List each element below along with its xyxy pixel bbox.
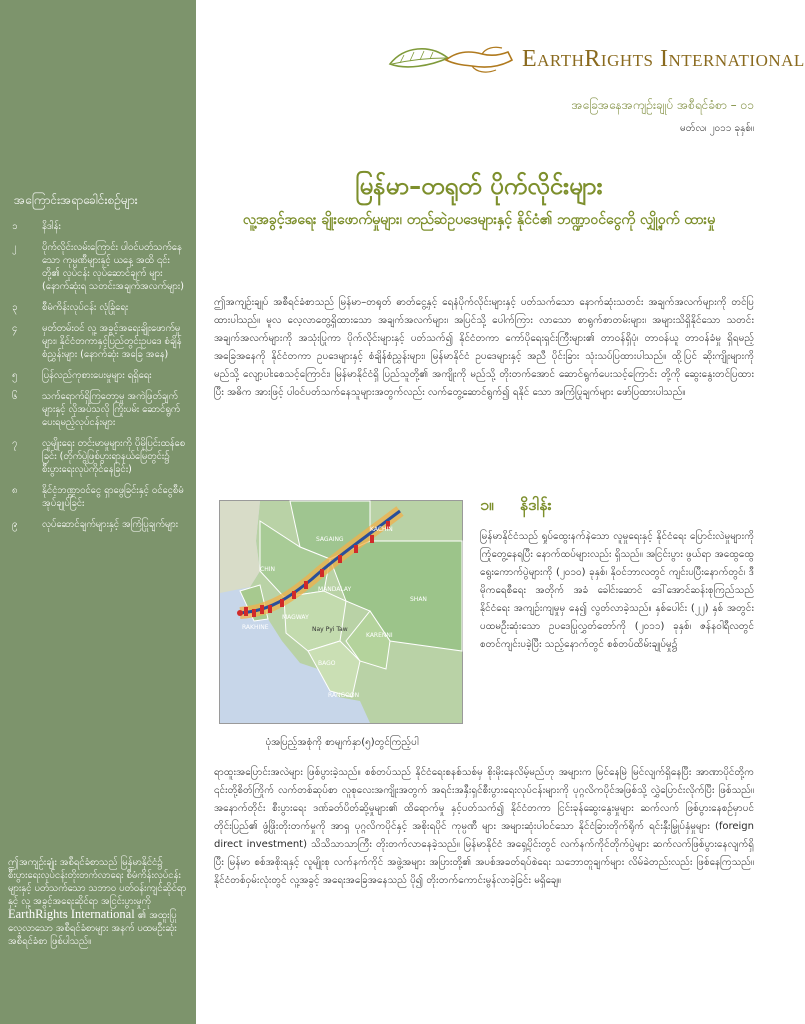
- toc-item-9[interactable]: [8, 518, 192, 531]
- report-series: အခြေအနေအကျဉ်းချုပ် အစီရင်ခံစာ – ၀၁: [571, 98, 754, 112]
- toc-item-3[interactable]: [8, 301, 192, 314]
- intro-paragraph: ဤအကျဉ်းချုပ် အစီရင်ခံစာသည် မြန်မာ–တရုတ် ဓာတ်ငွေ့နှင့် ရေနံပိုက်လိုင်းများနှင့် ပတ်သက်သော နောက်ဆုံးသတင်း အချက်အလက်များကို တင်ပြထားပါသည်။ မူလ လေ့လာတွေ့ရှိထားသော အချက်အလက်များ၊ အပြင်သို့ ပေါက်ကြား လာသော စာရွက်စာတမ်းများ၊ အများသိရှိနိုင်သော သတင်းအချက်အလက်များကို အသုံးပြုကာ ပိုက်လိုင်းများနှင့် ပတ်သက်၍ နိုင်ငံတကာ ကော်ပိုရေးရှင်းကြီးများ၏ တာဝန်ရှိပုံ၊ တာဝန်ယူ တာဝန်ခံမှု ရှိရမည့်အခြေအနေကို နိုင်ငံတကာ ဥပဒေများနှင့် စံချိန်စံညွှန်းများ၊ မြန်မာနိုင်ငံ ဥပဒေများနှင့် အညီ ပိုင်းခြား သုံးသပ်ပြထားပါသည်။ ထို့ပြင် ဆိုးကျိုးများကို မည်သို့ လျော့ပါးစေသင့်ကြောင်း၊ မြန်မာနိုင်ငံရှိ ပြည်သူတို့၏ အကျိုးကို မည်သို့ တိုးတက်အောင် ဆောင်ရွက်ပေးသင့်ကြောင်း တို့ကို ဆွေးနွေးတင်ပြထားပြီး အဓိက အားဖြင့် ပါဝင်ပတ်သက်နေသူများအတွက်လည်း လက်တွေ့ဆောင်ရွက်၍ ရနိုင် သော အကြံပြုချက်များ ဖော်ပြထားပါသည်။: [214, 297, 754, 398]
- org-logo[interactable]: [386, 38, 805, 82]
- toc-title: အကြောင်းအရာခေါင်းစဉ်များ: [14, 193, 138, 207]
- toc-item-2[interactable]: [8, 241, 192, 293]
- map-label-rakhine: RAKHINE: [242, 624, 269, 631]
- section-title: နိဒါန်း: [519, 495, 552, 514]
- sidebar-note-org: EarthRights International: [8, 907, 135, 921]
- report-date: မတ်လ၊ ၂၀၁၁ ခုနှစ်။: [680, 123, 754, 134]
- toc-item-5[interactable]: [8, 369, 192, 382]
- toc-number: ၉: [12, 519, 18, 530]
- map-label-chin: CHIN: [260, 566, 275, 573]
- map-label-magway: MAGWAY: [282, 614, 309, 621]
- toc-item-7[interactable]: [8, 437, 192, 476]
- toc-item-6[interactable]: [8, 390, 192, 429]
- toc-number: ၅: [12, 370, 18, 381]
- sidebar-note: [8, 856, 188, 948]
- map-label-rangoon: RANGOON: [328, 692, 360, 699]
- section-heading: [480, 494, 750, 518]
- toc-number: ၈: [12, 485, 18, 496]
- toc-number: ၂: [12, 242, 17, 253]
- sidebar-note-text: ဤအကျဉ်းချုံး အစီရင်ခံစာသည် မြန်မာနိုင်ငံ၌ စီးပွားရေးလုပ်ငန်းတိုးတက်လာရေး စီမံကိန်းလုပ်ငန်းများနှင့် ပတ်သက်သော သဘာဝ ပတ်ဝန်းကျင်ဆိုင်ရာနှင့် လူ့ အခွင့်အရေးဆိုင်ရာ အငြင်းပွားမှုကို: [8, 857, 187, 907]
- toc-label: နိုင်ငံ့ဘဏ္ဍာဝင်ငွေ ရှာဖွေခြင်းနှင့် ဝင်ငွေစီမံအုပ်ချုပ်ခြင်း: [42, 485, 184, 509]
- map-label-sagaing: SAGAING: [316, 536, 344, 543]
- leaf-hand-logo-icon: [386, 38, 520, 82]
- body-paragraph: ရာထူးအပြောင်းအလဲများ ဖြစ်ပွားခဲ့သည်။ စစ်တပ်သည် နိုင်ငံရေးစနစ်သစ်မှ စိုးမိုးနေလိမ့်မည်ဟု အများက မြင်နေမြဲ မြင်လျက်ရှိနေပြီး အာဏာပိုင်တို့က ၎င်းတို့စိတ်ကြိုက် လက်တစ်ဆုပ်စာ လူစုလေးအကျိုးအတွက် အရင်းအနှီးရှင်စီးပွားရေးလုပ်ငန်းများကို ပုဂ္ဂလိကပိုင်အဖြစ်သို့ လွှဲပြောင်းလိုက်ပြီး ဖြစ်သည်။ အနောက်တိုင်း စီးပွားရေး ဒဏ်ခတ်ပိတ်ဆို့မှုများ၏ ထိရောက်မှု နှင့်ပတ်သက်၍ နိုင်ငံတကာ ငြင်းခုန်ဆွေးနွေးမှုများ ဆက်လက် ဖြစ်ပွားနေစဉ်မှာပင် တိုင်းပြည်၏ ဖွံ့ဖြိုးတိုးတက်မှုကို အာရှ ပုဂ္ဂလိကပိုင်နှင့် အစိုးရပိုင် ကုမ္ပဏီ များ အများဆုံးပါဝင်သော နိုင်ငံခြားတိုက်ရိုက် ရင်းနှီးမြှုပ်နှံမှုများ (foreign direct investment) သိသိသာသာကြီး တိုးတက်လာနေခဲ့သည်။ မြန်မာနိုင်ငံ အရှေ့ပိုင်းတွင် လက်နက်ကိုင်တိုက်ပွဲများ ဆက်လက်ဖြစ်ပွားနေလျက်ရှိပြီး မြန်မာ စစ်အစိုးရနှင့် လူမျိုးစု လက်နက်ကိုင် အဖွဲ့အများ အပြားတို့၏ အပစ်အခတ်ရပ်စဲရေး သဘောတူချက်များ လိမ်ခဲတည်းလည်း ဖြစ်နေကြသည်။ နိုင်ငံတစ်ဝှမ်းလုံးတွင် လူ့အခွင့် အရေးအခြေအနေသည် ပို၍ တိုးတက်ကောင်းမွန်လာခဲ့ခြင်း မရှိချေ။: [214, 767, 754, 886]
- section-paragraph: မြန်မာနိုင်ငံသည် ရှုပ်ထွေးနက်နဲသော လူမှုရေးနှင့် နိုင်ငံရေး ပြောင်းလဲမှုများကို ကြုံတွေ့နေရပြီး နောက်ထပ်များလည်း ရှိသည်။ အငြင်းပွား ဖွယ်ရာ အထွေထွေ ရွေးကောက်ပွဲများကို (၂၀၁၀) ခုနှစ်၊ နိုဝင်ဘာလတွင် ကျင်းပပြီးနောက်တွင်၊ ဒီမိုကရေစီရေး အတိုက် အခံ ခေါင်းဆောင် ဒေါ်အောင်ဆန်းစုကြည်သည် နိုင်ငံရေး အကျဉ်းကျမှုမှ နေ၍ လွတ်လာခဲ့သည်။ နှစ်ပေါင်း (၂၂) နှစ် အတွင်း ပထမဦးဆုံးသော ဥပဒေပြုလွှတ်တော်ကို (၂၀၁၁) ခုနှစ်၊ ဇန်နဝါရီလတွင် စတင်ကျင်းပခဲ့ပြီး သည့်နောက်တွင် စစ်တပ်ထိမ်းချုပ်မှု၌: [480, 531, 754, 650]
- toc-item-8[interactable]: [8, 484, 192, 510]
- toc-number: ၄: [12, 323, 18, 334]
- toc-label: လုပ်ဆောင်ချက်များနှင့် အကြံပြုချက်များ: [42, 519, 179, 530]
- toc-label: နိဒါန်း: [42, 221, 61, 232]
- toc-label: ပိုက်လိုင်းလမ်းကြောင်း ပါဝင်ပတ်သက်နေသော ကုမ္ပဏီများနှင့် ယနေ့ အထိ ၎င်းတို့၏ လုပ်ငန်း လုပ်ဆောင်ချက် များ (နောက်ဆုံးရ သတင်းအချက်အလက်များ): [42, 242, 184, 292]
- toc-label: စီမံကိန်းလုပ်ငန်း လုံခြုံရေး: [42, 302, 129, 313]
- map-label-bago: BAGO: [318, 660, 336, 667]
- page-title: မြန်မာ–တရုတ် ပိုက်လိုင်းများ: [355, 172, 603, 200]
- map-label-mandalay: MANDALAY: [318, 586, 352, 593]
- toc-number: ၆: [12, 391, 18, 402]
- toc-number: ၁: [12, 221, 18, 232]
- map-label-kachin: KACHIN: [370, 526, 393, 533]
- section-number: ၁။: [480, 495, 494, 514]
- map-label-naypyitaw: Nay Pyi Taw: [312, 626, 348, 633]
- map-label-karenni: KARENNI: [366, 632, 393, 639]
- toc-item-1[interactable]: [8, 220, 192, 233]
- toc-item-4[interactable]: [8, 322, 192, 361]
- pipeline-map[interactable]: [219, 500, 463, 724]
- sidebar: [0, 0, 196, 1024]
- sidebar-note-text-end: ၏ အထူးပြု လေ့လာသော အစီရင်ခံစာများ အနက် ပထမဦးဆုံး အစီရင်ခံစာ ဖြစ်ပါသည်။: [8, 910, 177, 947]
- toc-list: [8, 220, 192, 539]
- toc-number: ၃: [12, 302, 18, 313]
- page-subtitle: လူ့အခွင့်အရေး ချိုးဖောက်မှုများ၊ တည်ဆဲဥပဒေများနှင့် နိုင်ငံ၏ ဘဏ္ဍာဝင်ငွေကို လျှို့ဝှက် ထားမှု: [242, 212, 716, 228]
- toc-label: လူမျိုးရေး တင်းမာမှုများကို ပိုမိုပြင်းထန်စေခြင်း (တိုက်ပွဲဖြစ်ပွားရာနယ်မြေတွင်း၌ စီးပွားရေးလုပ်ကိုင်နေခြင်း): [42, 438, 186, 475]
- toc-number: ၇: [12, 438, 18, 449]
- org-name: EarthRights International: [522, 46, 805, 72]
- toc-label: မှတ်တမ်းဝင် လူ့ အခွင့်အရေးချိုးဖောက်မှုများ၊ နိုင်ငံတကာနှင့်ပြည်တွင်းဥပဒေ စံချိန်စံညွှန်းများ (နောက်ဆုံး အခြေ အနေ): [42, 323, 182, 360]
- map-graphic: [220, 501, 462, 723]
- map-caption: ပုံအပြည့်အစုံကို စာမျက်နှာ(၅)တွင်ကြည့်ပါ: [265, 737, 419, 748]
- map-label-shan: SHAN: [410, 596, 427, 603]
- toc-label: ပြန်လည်ကုစားပေးမှုများ ရရှိရေး: [42, 370, 152, 381]
- toc-label: သက်ရောက်ရှိကြတော့မူ အကဲဖြတ်ချက်များနှင့် လိုအပ်သလို ကြိုးပမ်း ဆောင်ရွက်ပေးရမည့်လုပ်ငန်းများ: [42, 391, 181, 428]
